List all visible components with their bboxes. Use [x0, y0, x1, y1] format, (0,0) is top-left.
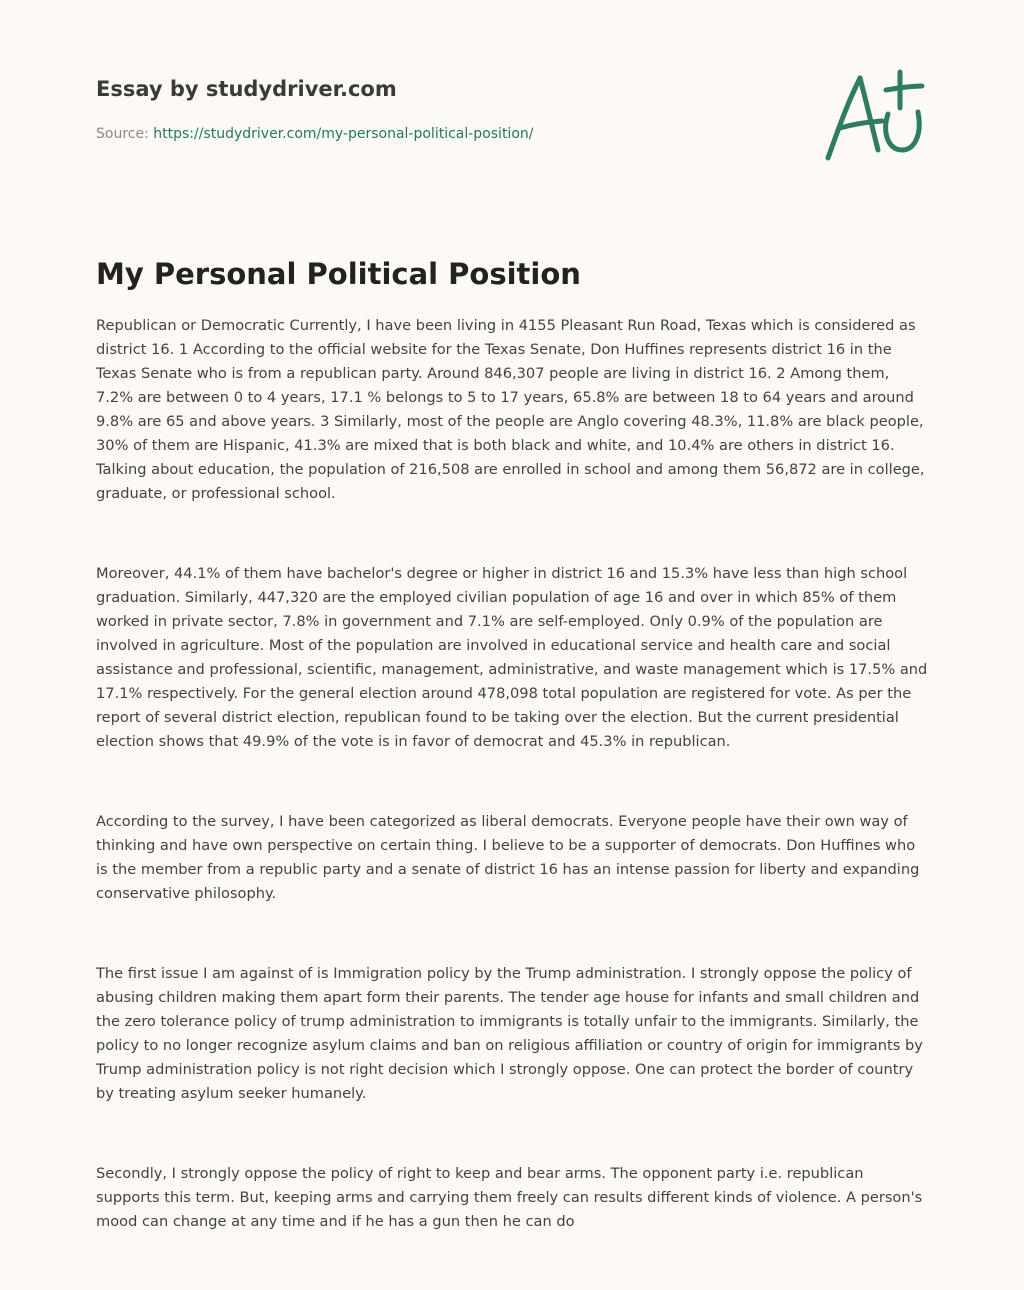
source-label: Source: [96, 126, 154, 142]
paragraph-1: Republican or Democratic Currently, I have been living in 4155 Pleasant Run Road, Texas which is considered as district 16. 1 According to the official website for the Texas Senate, Don Huffines represents district 16 in the Texas Senate who is from a republican party. Around 846,307 people are living in district 16. 2 Among them, 7.2% are between 0 to 4 years, 17.1 % belongs to 5 to 17 years, 65.8% are between 18 to 64 years and around 9.8% are 65 and above years. 3 Similarly, most of the people are Anglo covering 48.3%, 11.8% are black people, 30% of them are Hispanic, 41.3% are mixed that is both black and white, and 10.4% are others in district 16. Talking about education, the population of 216,508 are enrolled in school and among them 56,872 are in college, graduate, or professional school. [96, 317, 925, 502]
paragraph-5: Secondly, I strongly oppose the policy of right to keep and bear arms. The opponent party i.e. republican supports this term. But, keeping arms and carrying them freely can results different kinds of violence. A person's mood can change at any time and if he has a gun then he can do [96, 1165, 923, 1230]
brand-title: Essay by studydriver.com [96, 77, 397, 101]
source-link[interactable]: https://studydriver.com/my-personal-political-position/ [153, 126, 534, 142]
essay-header [96, 74, 796, 144]
essay-body [96, 314, 928, 1290]
a-plus-grade-icon [818, 66, 928, 166]
page-title: My Personal Political Position [96, 257, 581, 291]
paragraph-3: According to the survey, I have been categorized as liberal democrats. Everyone people have their own way of thinking and have own perspective on certain thing. I believe to be a supporter of democrats. Don Huffines who is the member from a republic party and a senate of district 16 has an intense passion for liberty and expanding conservative philosophy. [96, 813, 920, 902]
paragraph-2: Moreover, 44.1% of them have bachelor's degree or higher in district 16 and 15.3% have less than high school graduation. Similarly, 447,320 are the employed civilian population of age 16 and over in which 85% of them worked in private sector, 7.8% in government and 7.1% are self-employed. Only 0.9% of the population are involved in agriculture. Most of the population are involved in educational service and health care and social assistance and professional, scientific, management, administrative, and waste management which is 17.5% and 17.1% respectively. For the general election around 478,098 total population are registered for vote. As per the report of several district election, republican found to be taking over the election. But the current presidential election shows that 49.9% of the vote is in favor of democrat and 45.3% in republican. [96, 565, 928, 750]
source-line [96, 124, 796, 144]
paragraph-4: The first issue I am against of is Immigration policy by the Trump administration. I strongly oppose the policy of abusing children making them apart form their parents. The tender age house for infants and small children and the zero tolerance policy of trump administration to immigrants is totally unfair to the immigrants. Similarly, the policy to no longer recognize asylum claims and ban on religious affiliation or country of origin for immigrants by Trump administration policy is not right decision which I strongly oppose. One can protect the border of country by treating asylum seeker humanely. [96, 965, 923, 1102]
